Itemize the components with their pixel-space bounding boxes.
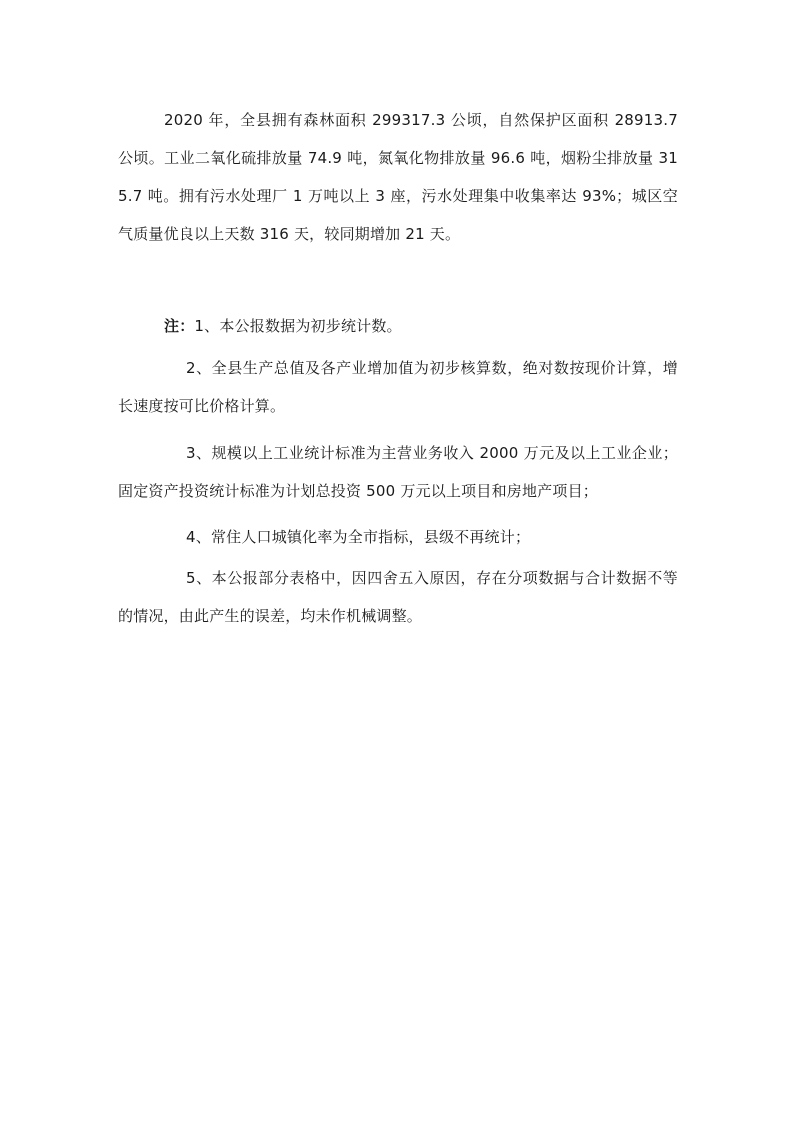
note-label: 注：	[164, 317, 195, 335]
note-item-2: 2、全县生产总值及各产业增加值为初步核算数，绝对数按现价计算，增长速度按可比价格计算。	[118, 359, 678, 415]
note-item-3: 3、规模以上工业统计标准为主营业务收入 2000 万元及以上工业企业；固定资产投资统计标准为计划总投资 500 万元以上项目和房地产项目；	[118, 444, 678, 500]
note-item-1	[118, 307, 678, 345]
environment-paragraph: 2020 年，全县拥有森林面积 299317.3 公顷，自然保护区面积 28913.7 公顷。工业二氧化硫排放量 74.9 吨，氮氧化物排放量 96.6 吨，烟粉尘排放量 315.7 吨。拥有污水处理厂 1 万吨以上 3 座，污水处理集中收集率达 93%；城区空气质量优良以上天数 316 天，较同期增加 21 天。	[118, 111, 678, 243]
note-item-4: 4、常住人口城镇化率为全市指标，县级不再统计；	[186, 528, 531, 546]
note-item-1-text: 1、本公报数据为初步统计数。	[194, 317, 402, 335]
note-item-5: 5、本公报部分表格中，因四舍五入原因，存在分项数据与合计数据不等的情况，由此产生的误差，均未作机械调整。	[118, 569, 678, 625]
